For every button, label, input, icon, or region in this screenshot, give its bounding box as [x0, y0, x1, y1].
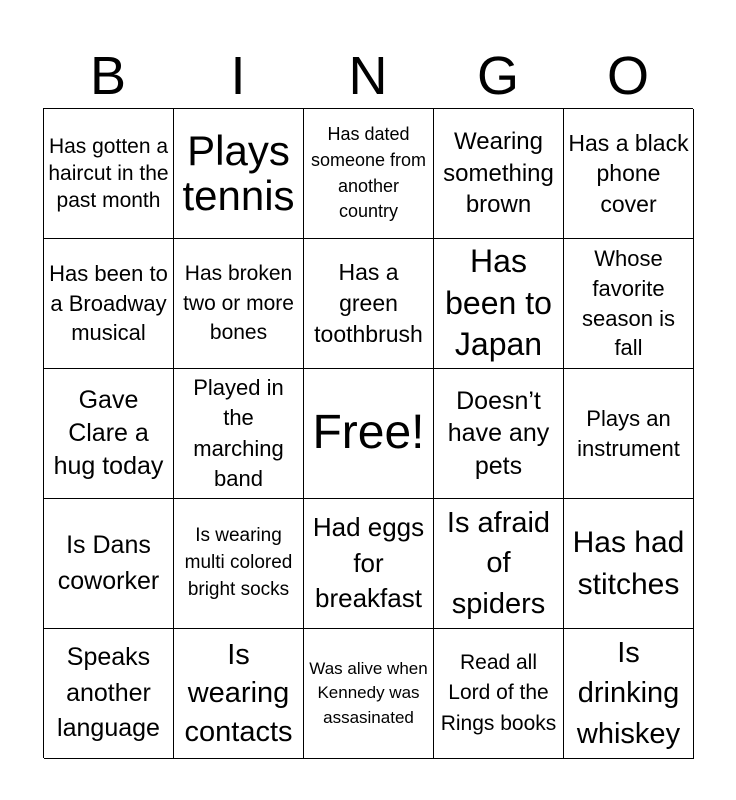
cell-text: Doesn’t have any pets [447, 386, 550, 480]
bingo-cell[interactable] [564, 369, 694, 499]
bingo-header [43, 44, 693, 108]
bingo-cell[interactable] [434, 499, 564, 629]
bingo-cell[interactable] [434, 109, 564, 239]
cell-text: Has been to a Broadway musical [49, 260, 168, 346]
cell-text: Plays tennis [182, 126, 295, 219]
header-letter-o: O [606, 46, 649, 106]
cell-text: Has broken two or more bones [183, 261, 294, 345]
bingo-cell[interactable] [434, 239, 564, 369]
cell-text: Played in the marching band [193, 374, 284, 491]
bingo-cell[interactable] [564, 629, 694, 759]
bingo-cell[interactable] [304, 109, 434, 239]
bingo-cell[interactable] [174, 629, 304, 759]
header-letter-b: B [89, 46, 127, 106]
cell-text: Is afraid of spiders [446, 507, 551, 620]
bingo-cell[interactable] [564, 239, 694, 369]
header-letter-n: N [348, 46, 388, 106]
cell-text: Has a black phone cover [568, 129, 689, 217]
bingo-cell[interactable] [44, 109, 174, 239]
bingo-cell[interactable] [174, 369, 304, 499]
cell-text: Plays an instrument [577, 405, 680, 461]
header-letter-g: G [476, 46, 519, 106]
cell-text: Read all Lord of the Rings books [440, 650, 557, 735]
cell-text: Wearing something brown [443, 127, 554, 219]
cell-text: Is wearing contacts [184, 639, 293, 748]
bingo-grid [43, 108, 693, 758]
bingo-cell[interactable] [44, 369, 174, 499]
cell-text: Is wearing multi colored bright socks [184, 525, 293, 600]
bingo-cell[interactable] [174, 109, 304, 239]
bingo-cell free-space[interactable] [304, 369, 434, 499]
cell-text: Gave Clare a hug today [53, 386, 164, 480]
bingo-cell[interactable] [434, 629, 564, 759]
bingo-cell[interactable] [174, 239, 304, 369]
bingo-cell[interactable] [304, 239, 434, 369]
cell-text: Has had stitches [572, 526, 685, 601]
bingo-cell[interactable] [434, 369, 564, 499]
cell-text: Has gotten a haircut in the past month [48, 134, 169, 213]
bingo-cell[interactable] [44, 499, 174, 629]
cell-text: Whose favorite season is fall [582, 245, 675, 361]
cell-text: Has a green toothbrush [314, 258, 423, 348]
bingo-cell[interactable] [564, 109, 694, 239]
cell-text: Was alive when Kennedy was assasinated [309, 658, 428, 727]
cell-text: Has been to Japan [445, 243, 552, 363]
bingo-cell[interactable] [44, 629, 174, 759]
cell-text: Had eggs for breakfast [312, 512, 425, 614]
header-letter-i: I [230, 46, 246, 106]
bingo-cell[interactable] [304, 629, 434, 759]
bingo-cell[interactable] [304, 499, 434, 629]
cell-text: Is drinking whiskey [576, 637, 681, 750]
cell-text: Is Dans coworker [57, 531, 160, 595]
bingo-cell[interactable] [174, 499, 304, 629]
bingo-cell[interactable] [44, 239, 174, 369]
cell-text: Has dated someone from another country [310, 124, 427, 222]
free-space-text: Free! [312, 406, 425, 460]
bingo-cell[interactable] [564, 499, 694, 629]
cell-text: Speaks another language [57, 643, 160, 743]
